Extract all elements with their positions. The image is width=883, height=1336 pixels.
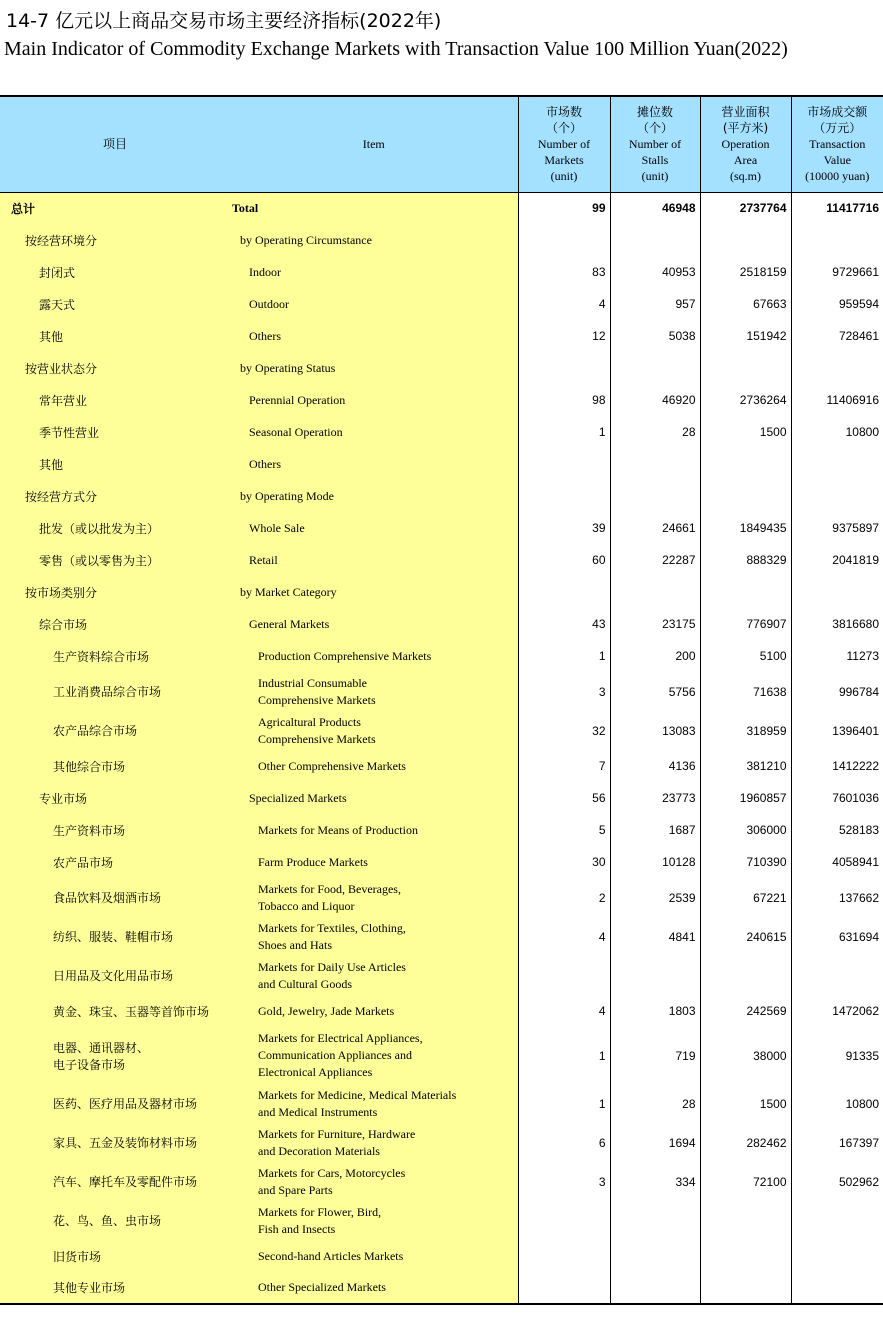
cell-value xyxy=(791,448,883,480)
cell-value: 11406916 xyxy=(791,384,883,416)
cell-area: 2737764 xyxy=(700,192,791,224)
row-label-en: by Operating Circumstance xyxy=(230,224,518,256)
cell-area xyxy=(700,352,791,384)
cell-markets: 4 xyxy=(518,917,610,956)
cell-stalls xyxy=(610,224,700,256)
table-row xyxy=(0,1162,883,1201)
cell-stalls xyxy=(610,480,700,512)
cell-area xyxy=(700,1272,791,1304)
table-row xyxy=(0,192,883,224)
row-label-zh: 季节性营业 xyxy=(0,416,230,448)
row-label-zh: 封闭式 xyxy=(0,256,230,288)
row-label-zh: 露天式 xyxy=(0,288,230,320)
row-label-zh: 专业市场 xyxy=(0,782,230,814)
row-label-en: by Operating Status xyxy=(230,352,518,384)
cell-value xyxy=(791,576,883,608)
row-label-zh: 生产资料综合市场 xyxy=(0,640,230,672)
cell-markets: 56 xyxy=(518,782,610,814)
row-label-zh: 批发（或以批发为主） xyxy=(0,512,230,544)
row-label-zh: 电器、通讯器材、 电子设备市场 xyxy=(0,1027,230,1084)
row-label-zh: 花、鸟、鱼、虫市场 xyxy=(0,1201,230,1240)
cell-area xyxy=(700,576,791,608)
cell-markets: 1 xyxy=(518,640,610,672)
row-label-en: Markets for Cars, Motorcycles and Spare Parts xyxy=(230,1162,518,1201)
cell-area: 67221 xyxy=(700,878,791,917)
cell-markets: 5 xyxy=(518,814,610,846)
cell-value: 502962 xyxy=(791,1162,883,1201)
row-label-en: Markets for Furniture, Hardware and Decoration Materials xyxy=(230,1123,518,1162)
cell-value: 1412222 xyxy=(791,750,883,782)
cell-value: 959594 xyxy=(791,288,883,320)
table-row xyxy=(0,224,883,256)
cell-value: 2041819 xyxy=(791,544,883,576)
cell-stalls: 334 xyxy=(610,1162,700,1201)
row-label-zh: 生产资料市场 xyxy=(0,814,230,846)
row-label-zh: 其他专业市场 xyxy=(0,1272,230,1304)
cell-stalls: 46948 xyxy=(610,192,700,224)
cell-stalls: 4136 xyxy=(610,750,700,782)
row-label-zh: 汽车、摩托车及零配件市场 xyxy=(0,1162,230,1201)
row-label-zh: 其他 xyxy=(0,320,230,352)
cell-markets: 3 xyxy=(518,1162,610,1201)
header-number-of-markets: 市场数 （个） Number of Markets (unit) xyxy=(518,96,610,192)
table-row xyxy=(0,995,883,1027)
cell-markets xyxy=(518,480,610,512)
cell-area xyxy=(700,1201,791,1240)
header-number-of-stalls: 摊位数 （个） Number of Stalls (unit) xyxy=(610,96,700,192)
table-row xyxy=(0,1084,883,1123)
table-row xyxy=(0,384,883,416)
row-label-en: Specialized Markets xyxy=(230,782,518,814)
cell-stalls: 22287 xyxy=(610,544,700,576)
row-label-en: Seasonal Operation xyxy=(230,416,518,448)
cell-value: 9375897 xyxy=(791,512,883,544)
table-row xyxy=(0,576,883,608)
table-row xyxy=(0,917,883,956)
row-label-zh: 零售（或以零售为主） xyxy=(0,544,230,576)
cell-value: 137662 xyxy=(791,878,883,917)
row-label-zh: 日用品及文化用品市场 xyxy=(0,956,230,995)
cell-stalls: 23773 xyxy=(610,782,700,814)
row-label-en: by Market Category xyxy=(230,576,518,608)
cell-value xyxy=(791,1201,883,1240)
row-label-zh: 旧货市场 xyxy=(0,1240,230,1272)
cell-value: 631694 xyxy=(791,917,883,956)
row-label-zh: 其他 xyxy=(0,448,230,480)
table-row xyxy=(0,1027,883,1084)
cell-area: 888329 xyxy=(700,544,791,576)
cell-markets: 4 xyxy=(518,288,610,320)
row-label-en: Others xyxy=(230,320,518,352)
cell-area: 1960857 xyxy=(700,782,791,814)
cell-value xyxy=(791,224,883,256)
cell-area: 1500 xyxy=(700,1084,791,1123)
cell-value: 10800 xyxy=(791,1084,883,1123)
cell-stalls: 4841 xyxy=(610,917,700,956)
cell-stalls: 5756 xyxy=(610,672,700,711)
cell-markets: 60 xyxy=(518,544,610,576)
cell-markets: 1 xyxy=(518,1027,610,1084)
row-label-en: Industrial Consumable Comprehensive Markets xyxy=(230,672,518,711)
cell-area: 2736264 xyxy=(700,384,791,416)
table-row xyxy=(0,846,883,878)
header-item-zh: 项目 xyxy=(0,96,230,192)
cell-value: 1396401 xyxy=(791,711,883,750)
row-label-zh: 综合市场 xyxy=(0,608,230,640)
cell-area: 710390 xyxy=(700,846,791,878)
cell-markets: 39 xyxy=(518,512,610,544)
row-label-zh: 食品饮料及烟酒市场 xyxy=(0,878,230,917)
cell-area xyxy=(700,224,791,256)
cell-stalls: 1687 xyxy=(610,814,700,846)
cell-area: 1500 xyxy=(700,416,791,448)
row-label-en: Markets for Medicine, Medical Materials and Medical Instruments xyxy=(230,1084,518,1123)
table-row xyxy=(0,1123,883,1162)
cell-area xyxy=(700,480,791,512)
row-label-zh: 按经营方式分 xyxy=(0,480,230,512)
row-label-en: Gold, Jewelry, Jade Markets xyxy=(230,995,518,1027)
cell-stalls xyxy=(610,1201,700,1240)
cell-stalls xyxy=(610,352,700,384)
cell-markets: 7 xyxy=(518,750,610,782)
cell-value: 7601036 xyxy=(791,782,883,814)
row-label-en: Outdoor xyxy=(230,288,518,320)
cell-value xyxy=(791,1272,883,1304)
cell-area: 2518159 xyxy=(700,256,791,288)
cell-stalls: 1803 xyxy=(610,995,700,1027)
row-label-en: Other Specialized Markets xyxy=(230,1272,518,1304)
cell-markets: 43 xyxy=(518,608,610,640)
cell-value: 1472062 xyxy=(791,995,883,1027)
row-label-en: Markets for Means of Production xyxy=(230,814,518,846)
cell-value: 528183 xyxy=(791,814,883,846)
table-row xyxy=(0,512,883,544)
table-row xyxy=(0,750,883,782)
cell-stalls xyxy=(610,1272,700,1304)
header-transaction-value: 市场成交额 （万元） Transaction Value (10000 yuan) xyxy=(791,96,883,192)
row-label-en: Markets for Food, Beverages, Tobacco and Liquor xyxy=(230,878,518,917)
cell-markets xyxy=(518,224,610,256)
row-label-zh: 家具、五金及装饰材料市场 xyxy=(0,1123,230,1162)
row-label-en: Agricaltural Products Comprehensive Markets xyxy=(230,711,518,750)
cell-area: 306000 xyxy=(700,814,791,846)
cell-area: 1849435 xyxy=(700,512,791,544)
cell-area xyxy=(700,448,791,480)
table-row xyxy=(0,956,883,995)
cell-markets xyxy=(518,1201,610,1240)
cell-stalls: 40953 xyxy=(610,256,700,288)
cell-stalls: 28 xyxy=(610,1084,700,1123)
cell-markets xyxy=(518,1240,610,1272)
cell-area: 5100 xyxy=(700,640,791,672)
table-row xyxy=(0,711,883,750)
cell-value xyxy=(791,1240,883,1272)
cell-markets xyxy=(518,1272,610,1304)
row-label-en: Second-hand Articles Markets xyxy=(230,1240,518,1272)
table-row xyxy=(0,416,883,448)
cell-area: 242569 xyxy=(700,995,791,1027)
row-label-en: Markets for Electrical Appliances, Communication Appliances and Electronical Appliances xyxy=(230,1027,518,1084)
row-label-zh: 黄金、珠宝、玉器等首饰市场 xyxy=(0,995,230,1027)
cell-stalls xyxy=(610,576,700,608)
row-label-en: Production Comprehensive Markets xyxy=(230,640,518,672)
cell-stalls: 10128 xyxy=(610,846,700,878)
cell-value: 11273 xyxy=(791,640,883,672)
cell-markets: 12 xyxy=(518,320,610,352)
cell-value xyxy=(791,480,883,512)
cell-markets xyxy=(518,956,610,995)
table-row xyxy=(0,480,883,512)
cell-stalls: 719 xyxy=(610,1027,700,1084)
cell-value: 91335 xyxy=(791,1027,883,1084)
cell-markets: 99 xyxy=(518,192,610,224)
table-row xyxy=(0,878,883,917)
cell-stalls: 13083 xyxy=(610,711,700,750)
cell-stalls: 5038 xyxy=(610,320,700,352)
cell-stalls: 957 xyxy=(610,288,700,320)
row-label-en: by Operating Mode xyxy=(230,480,518,512)
cell-stalls xyxy=(610,1240,700,1272)
cell-stalls: 46920 xyxy=(610,384,700,416)
cell-area: 72100 xyxy=(700,1162,791,1201)
cell-value: 11417716 xyxy=(791,192,883,224)
cell-markets: 98 xyxy=(518,384,610,416)
cell-markets: 2 xyxy=(518,878,610,917)
row-label-en: Farm Produce Markets xyxy=(230,846,518,878)
cell-markets: 3 xyxy=(518,672,610,711)
table-row xyxy=(0,608,883,640)
cell-area: 282462 xyxy=(700,1123,791,1162)
cell-area: 240615 xyxy=(700,917,791,956)
cell-area: 318959 xyxy=(700,711,791,750)
cell-value: 10800 xyxy=(791,416,883,448)
cell-stalls: 28 xyxy=(610,416,700,448)
table-row xyxy=(0,544,883,576)
cell-markets: 30 xyxy=(518,846,610,878)
cell-value: 996784 xyxy=(791,672,883,711)
table-row xyxy=(0,352,883,384)
row-label-zh: 按市场类别分 xyxy=(0,576,230,608)
row-label-en: Indoor xyxy=(230,256,518,288)
row-label-zh: 工业消费品综合市场 xyxy=(0,672,230,711)
cell-value: 3816680 xyxy=(791,608,883,640)
cell-value xyxy=(791,956,883,995)
row-label-zh: 按经营环境分 xyxy=(0,224,230,256)
cell-value: 728461 xyxy=(791,320,883,352)
cell-markets: 1 xyxy=(518,1084,610,1123)
table-row xyxy=(0,814,883,846)
row-label-en: Markets for Textiles, Clothing, Shoes and Hats xyxy=(230,917,518,956)
table-row xyxy=(0,256,883,288)
row-label-en: Total xyxy=(230,192,518,224)
cell-markets xyxy=(518,576,610,608)
table-row xyxy=(0,1201,883,1240)
row-label-en: Whole Sale xyxy=(230,512,518,544)
cell-area: 71638 xyxy=(700,672,791,711)
row-label-zh: 按营业状态分 xyxy=(0,352,230,384)
row-label-zh: 农产品市场 xyxy=(0,846,230,878)
cell-markets: 4 xyxy=(518,995,610,1027)
cell-markets: 32 xyxy=(518,711,610,750)
row-label-en: Others xyxy=(230,448,518,480)
cell-area xyxy=(700,956,791,995)
table-row xyxy=(0,672,883,711)
table-row xyxy=(0,782,883,814)
cell-stalls: 1694 xyxy=(610,1123,700,1162)
cell-value xyxy=(791,352,883,384)
row-label-en: Perennial Operation xyxy=(230,384,518,416)
header-operation-area: 营业面积 (平方米) Operation Area (sq.m) xyxy=(700,96,791,192)
cell-area: 67663 xyxy=(700,288,791,320)
table-row xyxy=(0,1272,883,1304)
cell-stalls xyxy=(610,956,700,995)
header-item-en: Item xyxy=(230,96,518,192)
row-label-en: Other Comprehensive Markets xyxy=(230,750,518,782)
cell-markets xyxy=(518,448,610,480)
row-label-en: Markets for Flower, Bird, Fish and Insects xyxy=(230,1201,518,1240)
cell-markets: 6 xyxy=(518,1123,610,1162)
cell-area: 38000 xyxy=(700,1027,791,1084)
row-label-zh: 医药、医疗用品及器材市场 xyxy=(0,1084,230,1123)
cell-stalls: 24661 xyxy=(610,512,700,544)
indicator-table xyxy=(0,95,883,1305)
cell-area: 776907 xyxy=(700,608,791,640)
row-label-en: Retail xyxy=(230,544,518,576)
cell-value: 4058941 xyxy=(791,846,883,878)
table-row xyxy=(0,448,883,480)
table-row xyxy=(0,1240,883,1272)
table-row xyxy=(0,640,883,672)
cell-area xyxy=(700,1240,791,1272)
cell-stalls: 200 xyxy=(610,640,700,672)
row-label-en: General Markets xyxy=(230,608,518,640)
cell-markets: 83 xyxy=(518,256,610,288)
row-label-zh: 其他综合市场 xyxy=(0,750,230,782)
cell-stalls: 23175 xyxy=(610,608,700,640)
row-label-zh: 总计 xyxy=(0,192,230,224)
cell-stalls: 2539 xyxy=(610,878,700,917)
cell-value: 167397 xyxy=(791,1123,883,1162)
row-label-zh: 纺织、服装、鞋帽市场 xyxy=(0,917,230,956)
page-title-en: Main Indicator of Commodity Exchange Markets with Transaction Value 100 Million Yuan(2022) xyxy=(4,38,788,60)
cell-area: 381210 xyxy=(700,750,791,782)
page-title-zh: 14-7 亿元以上商品交易市场主要经济指标(2022年) xyxy=(6,10,442,32)
cell-markets xyxy=(518,352,610,384)
cell-area: 151942 xyxy=(700,320,791,352)
row-label-en: Markets for Daily Use Articles and Cultural Goods xyxy=(230,956,518,995)
row-label-zh: 农产品综合市场 xyxy=(0,711,230,750)
cell-markets: 1 xyxy=(518,416,610,448)
cell-value: 9729661 xyxy=(791,256,883,288)
table-row xyxy=(0,320,883,352)
row-label-zh: 常年营业 xyxy=(0,384,230,416)
cell-stalls xyxy=(610,448,700,480)
table-row xyxy=(0,288,883,320)
